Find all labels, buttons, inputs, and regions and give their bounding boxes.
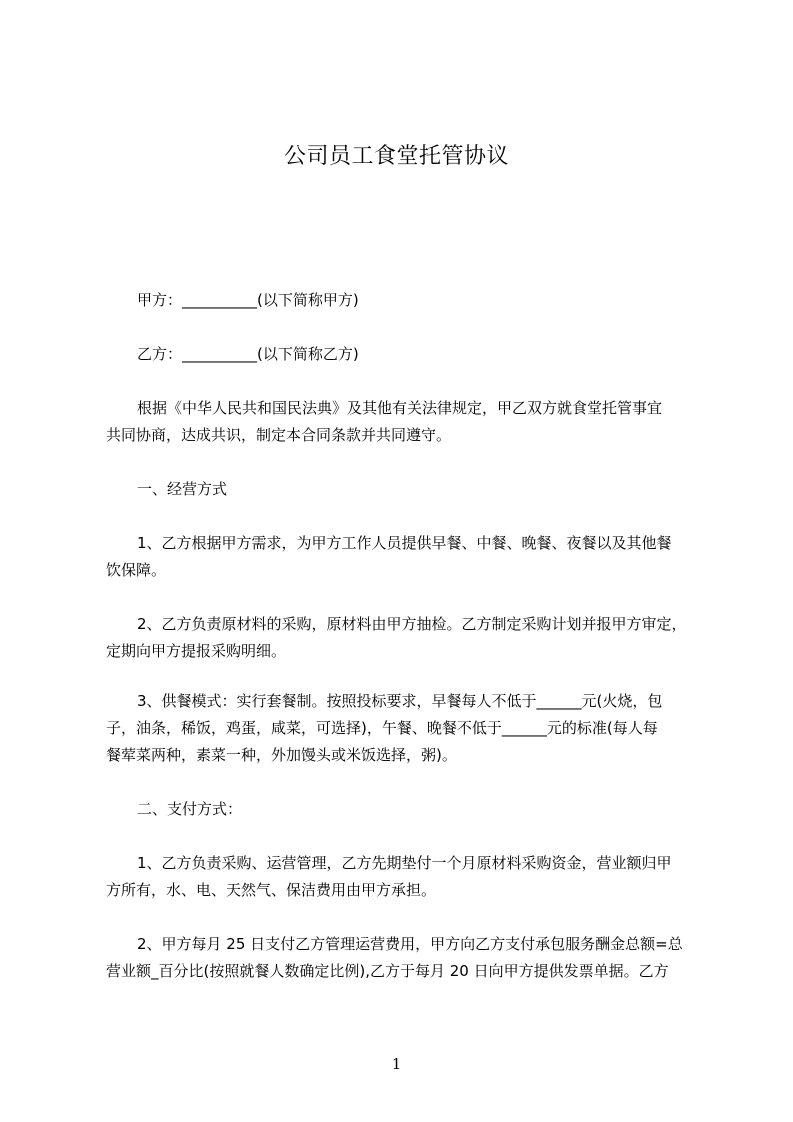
clause-1-2-line-2: 定期向甲方提报采购明细。 xyxy=(106,642,287,660)
clause-1-3-line-2: 子，油条，稀饭，鸡蛋，咸菜，可选择)，午餐、晚餐不低于______元的标准(每人每 xyxy=(106,719,658,737)
page-number: 1 xyxy=(391,1055,402,1073)
clause-1-1-line-2: 饮保障。 xyxy=(106,561,167,579)
preamble-line-1: 根据《中华人民共和国民法典》及其他有关法律规定，甲乙双方就食堂托管事宜 xyxy=(137,399,663,417)
section-heading-payment: 二、支付方式： xyxy=(137,800,243,818)
clause-2-2-line-1: 2、甲方每月 25 日支付乙方管理运营费用，甲方向乙方支付承包服务酬金总额=总 xyxy=(137,935,683,953)
clause-1-1-line-1: 1、乙方根据甲方需求，为甲方工作人员提供早餐、中餐、晚餐、夜餐以及其他餐 xyxy=(137,534,672,552)
party-b-line: 乙方：__________(以下简称乙方) xyxy=(137,345,359,363)
clause-1-3-line-3: 餐荤菜两种，素菜一种，外加馒头或米饭选择，粥)。 xyxy=(106,746,457,764)
preamble-line-2: 共同协商，达成共识，制定本合同条款并共同遵守。 xyxy=(106,426,452,444)
clause-1-3-line-1: 3、供餐模式：实行套餐制。按照投标要求，早餐每人不低于______元(火烧，包 xyxy=(137,692,663,710)
page-title: 公司员工食堂托管协议 xyxy=(283,144,509,169)
clause-2-2-line-2: 营业额_百分比(按照就餐人数确定比例),乙方于每月 20 日向甲方提供发票单据。乙方 xyxy=(106,962,669,980)
party-a-line: 甲方：__________(以下简称甲方) xyxy=(137,291,359,309)
clause-2-1-line-2: 方所有，水、电、天然气、保洁费用由甲方承担。 xyxy=(106,881,437,899)
clause-2-1-line-1: 1、乙方负责采购、运营管理，乙方先期垫付一个月原材料采购资金，营业额归甲 xyxy=(137,854,672,872)
section-heading-operation: 一、经营方式 xyxy=(137,480,228,498)
clause-1-2-line-1: 2、乙方负责原材料的采购，原材料由甲方抽检。乙方制定采购计划并报甲方审定， xyxy=(137,615,687,633)
